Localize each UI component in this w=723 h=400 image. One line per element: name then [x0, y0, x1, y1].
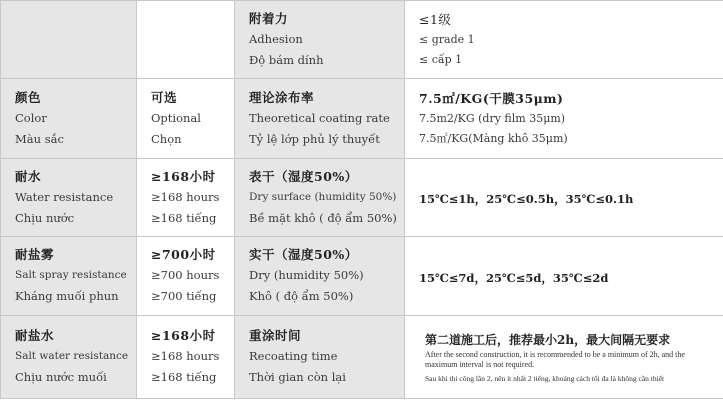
adhesion-label-en: Adhesion	[249, 31, 303, 46]
adhesion-label-cell	[235, 1, 405, 79]
adhesion-label-vi: Độ bám dính	[249, 52, 324, 67]
salt-water-value-zh: ≥168小时	[151, 328, 216, 343]
coating-rate-value-vi: 7.5㎡/KG(Màng khô 35μm)	[419, 131, 568, 145]
surface-dry-label-vi: Bề mặt khô ( độ ẩm 50%)	[249, 210, 397, 225]
surface-dry-label-zh: 表干（湿度50%）	[249, 168, 358, 184]
table-row	[1, 79, 723, 159]
water-resistance-label-vi: Chịu nước	[15, 210, 75, 225]
salt-spray-label-cell	[1, 237, 137, 316]
salt-water-label-en: Salt water resistance	[15, 350, 129, 362]
salt-spray-value-en: ≥700 hours	[151, 268, 220, 282]
salt-water-value-vi: ≥168 tiếng	[151, 370, 217, 384]
recoat-label-en: Recoating time	[249, 349, 338, 363]
recoat-value-zh: 第二道施工后，推荐最小2h，最大间隔无要求	[425, 333, 671, 347]
salt-spray-value-zh: ≥700小时	[151, 247, 216, 262]
salt-spray-label-en: Salt spray resistance	[15, 269, 127, 281]
salt-spray-value-vi: ≥700 tiếng	[151, 289, 217, 303]
cell-empty	[137, 1, 235, 79]
salt-water-label-zh: 耐盐水	[15, 328, 55, 343]
adhesion-value-zh: ≤1级	[419, 11, 452, 27]
color-label-vi: Màu sắc	[15, 131, 64, 146]
table-row	[1, 237, 723, 316]
water-resistance-label-en: Water resistance	[15, 189, 114, 204]
water-resistance-value-cell	[137, 159, 235, 237]
adhesion-value-en: ≤ grade 1	[419, 32, 475, 46]
surface-dry-label-cell	[235, 159, 405, 237]
adhesion-value-vi: ≤ cấp 1	[419, 52, 463, 66]
hard-dry-label-en: Dry (humidity 50%)	[249, 268, 364, 282]
coating-rate-value-en: 7.5m2/KG (dry film 35μm)	[419, 111, 566, 125]
hard-dry-value: 15℃≤7d，25℃≤5d，35℃≤2d	[419, 270, 609, 285]
salt-spray-value-cell	[137, 237, 235, 316]
coating-rate-label-vi: Tỷ lệ lớp phủ lý thuyết	[249, 131, 380, 146]
salt-water-label-cell	[1, 316, 137, 399]
hard-dry-label-vi: Khô ( độ ẩm 50%)	[249, 289, 354, 303]
water-resistance-label-cell	[1, 159, 137, 237]
recoat-value-cell	[405, 316, 723, 399]
coating-rate-value-cell	[405, 79, 723, 159]
surface-dry-value: 15℃≤1h，25℃≤0.5h，35℃≤0.1h	[419, 192, 634, 206]
color-label-cell	[1, 79, 137, 159]
table-row	[1, 159, 723, 237]
recoat-label-cell	[235, 316, 405, 399]
recoat-value-vi: Sau khi thi công lần 2, nên ít nhất 2 tiếng, khoảng cách tối đa là không cần thiết	[425, 374, 665, 383]
hard-dry-label-cell	[235, 237, 405, 316]
color-value-en: Optional	[151, 110, 201, 125]
water-resistance-value-en: ≥168 hours	[151, 189, 220, 204]
salt-spray-label-zh: 耐盐雾	[15, 247, 55, 262]
coating-rate-value-zh: 7.5㎡/KG(干膜35μm)	[419, 90, 564, 106]
water-resistance-label-zh: 耐水	[15, 168, 42, 184]
adhesion-value-cell	[405, 1, 723, 79]
color-label-en: Color	[15, 110, 47, 125]
surface-dry-value-cell	[405, 159, 723, 237]
water-resistance-value-vi: ≥168 tiếng	[151, 210, 217, 225]
water-resistance-value-zh: ≥168小时	[151, 168, 216, 184]
table-row	[1, 1, 723, 79]
recoat-label-zh: 重涂时间	[249, 328, 302, 343]
coating-rate-label-en: Theoretical coating rate	[249, 110, 390, 125]
salt-spray-label-vi: Kháng muối phun	[15, 289, 119, 303]
coating-rate-label-cell	[235, 79, 405, 159]
surface-dry-label-en: Dry surface (humidity 50%)	[249, 190, 397, 203]
cell-empty	[1, 1, 137, 79]
adhesion-label-zh: 附着力	[249, 10, 289, 26]
coating-rate-label-zh: 理论涂布率	[249, 89, 315, 105]
table-row	[1, 316, 723, 399]
color-value-vi: Chọn	[151, 131, 182, 146]
salt-water-value-cell	[137, 316, 235, 399]
salt-water-label-vi: Chịu nước muối	[15, 370, 107, 384]
hard-dry-label-zh: 实干（湿度50%）	[249, 247, 358, 262]
color-label-zh: 颜色	[15, 89, 42, 105]
recoat-value-en: After the second construction, it is recommended to be a minimum of 2h, and the maximum interval is not required.	[425, 350, 685, 369]
hard-dry-value-cell	[405, 237, 723, 316]
salt-water-value-en: ≥168 hours	[151, 349, 220, 363]
color-value-cell	[137, 79, 235, 159]
recoat-label-vi: Thời gian còn lại	[249, 370, 346, 384]
color-value-zh: 可选	[151, 89, 178, 105]
